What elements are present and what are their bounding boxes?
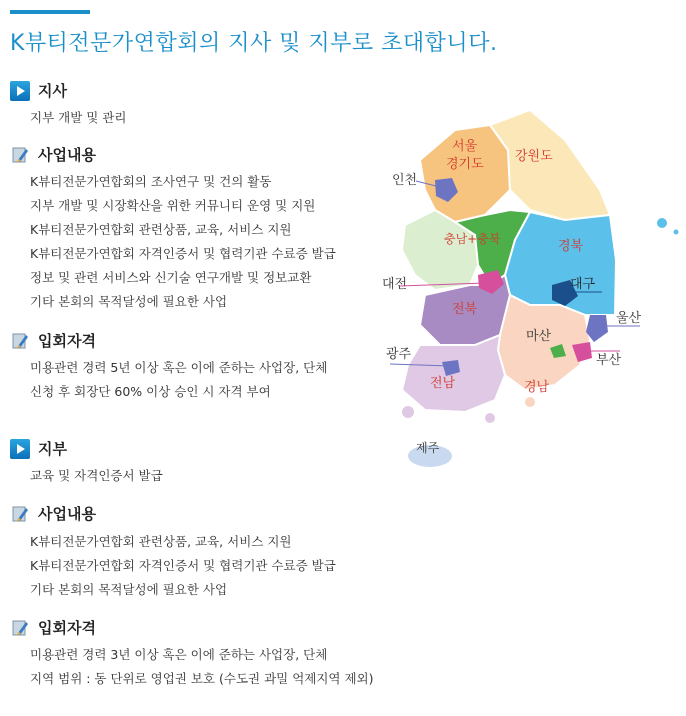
label-jeonbuk: 전북 (452, 302, 478, 317)
label-masan: 마산 (526, 329, 552, 344)
list-item: 지부 개발 및 시장확산을 위한 커뮤니티 운영 및 지원 (30, 198, 316, 213)
title-accent-bar (10, 10, 90, 14)
list-item: 미용관련 경력 5년 이상 혹은 이에 준하는 사업장, 단체 (30, 360, 328, 375)
brush-icon (10, 145, 30, 165)
label-jeonnam: 전남 (430, 376, 456, 391)
section-heading: 지사 (38, 82, 67, 100)
section-desc: 교육 및 자격인증서 발급 (30, 468, 163, 483)
list-item: K뷰티전문가연합회 관련상품, 교육, 서비스 지원 (30, 534, 292, 549)
label-ulsan: 울산 (616, 311, 642, 326)
list-item: K뷰티전문가연합회 관련상품, 교육, 서비스 지원 (30, 222, 292, 237)
subsection-membership (10, 617, 96, 638)
list-item: 기타 본회의 목적달성에 필요한 사업 (30, 582, 228, 597)
label-daejeon: 대전 (382, 277, 408, 292)
subsection-business (10, 144, 96, 165)
list-item: K뷰티전문가연합회의 조사연구 및 건의 활동 (30, 174, 272, 189)
label-gwangju: 광주 (386, 347, 412, 362)
brush-icon (10, 618, 30, 638)
subsection-heading: 입회자격 (38, 332, 96, 350)
label-gangwon: 강원도 (515, 149, 553, 164)
list-item: K뷰티전문가연합회 자격인증서 및 협력기관 수료증 발급 (30, 558, 336, 573)
list-item: 기타 본회의 목적달성에 필요한 사업 (30, 294, 228, 309)
label-chungnam-chungbuk: 충남+충북 (444, 232, 501, 246)
play-arrow-icon (10, 439, 30, 459)
label-gyeongbuk: 경북 (558, 239, 584, 254)
ulleungdo-islet (657, 218, 667, 228)
section-heading: 지부 (38, 440, 67, 458)
list-item: 정보 및 관련 서비스와 신기술 연구개발 및 정보교환 (30, 270, 312, 285)
section-branch (10, 438, 67, 459)
region-gangwon[interactable] (490, 110, 610, 220)
list-item: 신청 후 회장단 60% 이상 승인 시 자격 부여 (30, 384, 271, 399)
page-title: K뷰티전문가연합회의 지사 및 지부로 초대합니다. (10, 31, 498, 56)
list-item: 지역 범위 : 동 단위로 영업권 보호 (수도권 과밀 억제지역 제외) (30, 671, 374, 686)
subsection-membership (10, 330, 96, 351)
label-gyeongnam: 경남 (524, 380, 550, 395)
korea-region-map (380, 100, 680, 480)
label-daegu: 대구 (570, 277, 596, 292)
label-incheon: 인천 (392, 173, 418, 188)
subsection-heading: 사업내용 (38, 505, 96, 523)
play-arrow-icon (10, 81, 30, 101)
subsection-heading: 입회자격 (38, 619, 96, 637)
label-busan: 부산 (596, 353, 622, 368)
section-desc: 지부 개발 및 관리 (30, 110, 127, 125)
subsection-business (10, 503, 96, 524)
brush-icon (10, 331, 30, 351)
label-jeju: 제주 (416, 441, 440, 455)
list-item: 미용관련 경력 3년 이상 혹은 이에 준하는 사업장, 단체 (30, 647, 328, 662)
list-item: K뷰티전문가연합회 자격인증서 및 협력기관 수료증 발급 (30, 246, 336, 261)
section-branch-office (10, 80, 67, 101)
brush-icon (10, 504, 30, 524)
label-gyeonggi: 경기도 (446, 157, 484, 172)
label-seoul: 서울 (452, 139, 478, 154)
subsection-heading: 사업내용 (38, 146, 96, 164)
